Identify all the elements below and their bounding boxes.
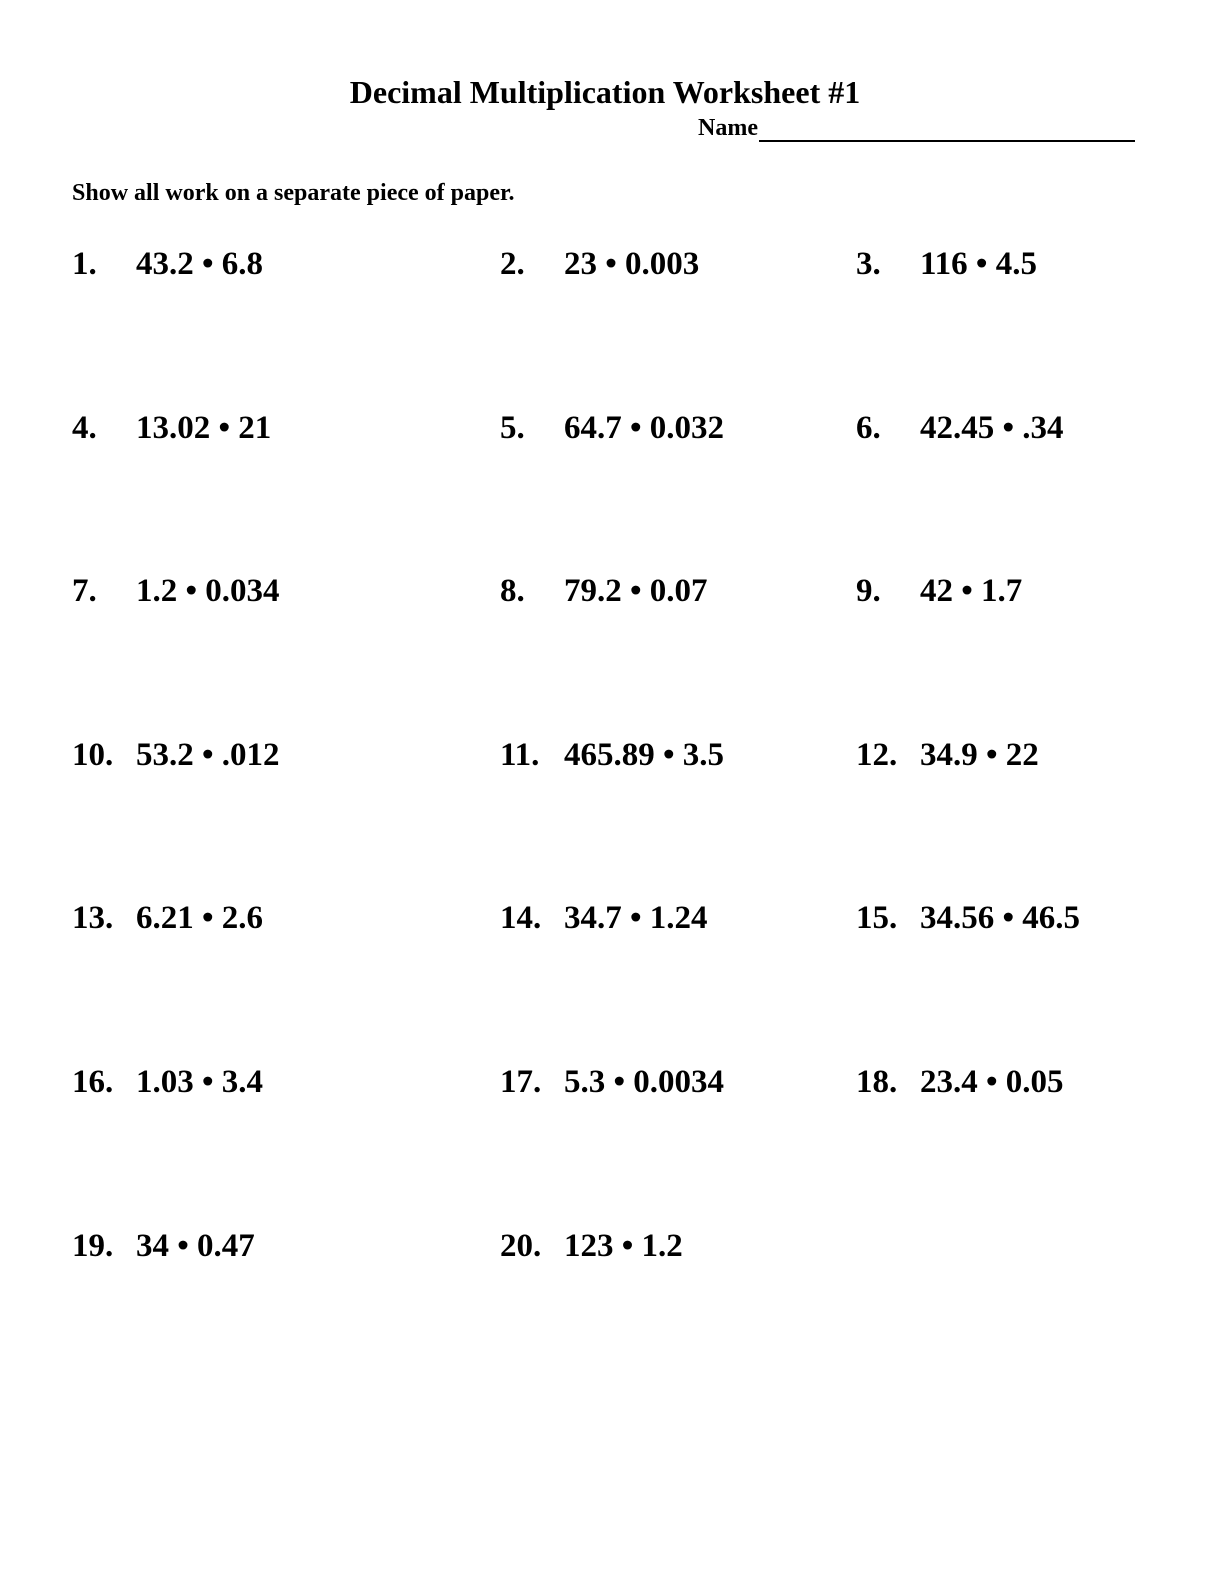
problem-expression: 1.03 • 3.4 xyxy=(136,1064,264,1100)
problem-1 xyxy=(72,244,263,284)
problem-expression: 23.4 • 0.05 xyxy=(920,1064,1064,1100)
worksheet-title: Decimal Multiplication Worksheet #1 xyxy=(349,74,861,110)
problem-12 xyxy=(856,735,1039,775)
problem-expression: 5.3 • 0.0034 xyxy=(564,1064,725,1100)
name-label: Name xyxy=(698,115,758,141)
problem-number: 19. xyxy=(72,1228,114,1264)
problem-number: 9. xyxy=(856,573,881,609)
problem-number: 5. xyxy=(500,410,525,446)
problem-expression: 42.45 • .34 xyxy=(920,410,1064,446)
problem-expression: 1.2 • 0.034 xyxy=(136,573,280,609)
problem-20 xyxy=(500,1226,683,1266)
problem-expression: 79.2 • 0.07 xyxy=(564,573,708,609)
instructions: Show all work on a separate piece of paper. xyxy=(72,180,515,206)
problem-number: 6. xyxy=(856,410,881,446)
problem-number: 11. xyxy=(500,737,540,773)
problem-expression: 42 • 1.7 xyxy=(920,573,1023,609)
problem-number: 20. xyxy=(500,1228,542,1264)
problem-number: 1. xyxy=(72,246,97,282)
problem-5 xyxy=(500,408,724,448)
name-field xyxy=(698,114,1135,142)
problem-expression: 34 • 0.47 xyxy=(136,1228,255,1264)
problem-expression: 34.9 • 22 xyxy=(920,737,1039,773)
problem-number: 17. xyxy=(500,1064,542,1100)
problem-16 xyxy=(72,1062,263,1102)
problem-14 xyxy=(500,898,708,938)
problem-expression: 23 • 0.003 xyxy=(564,246,700,282)
problem-expression: 123 • 1.2 xyxy=(564,1228,683,1264)
problem-number: 3. xyxy=(856,246,881,282)
problem-number: 15. xyxy=(856,900,898,936)
problem-expression: 116 • 4.5 xyxy=(920,246,1037,282)
problem-17 xyxy=(500,1062,724,1102)
problem-expression: 6.21 • 2.6 xyxy=(136,900,264,936)
problem-13 xyxy=(72,898,263,938)
problem-number: 8. xyxy=(500,573,525,609)
problem-expression: 43.2 • 6.8 xyxy=(136,246,264,282)
problem-expression: 13.02 • 21 xyxy=(136,410,272,446)
problem-2 xyxy=(500,244,699,284)
problem-expression: 34.7 • 1.24 xyxy=(564,900,708,936)
problem-15 xyxy=(856,898,1080,938)
problem-4 xyxy=(72,408,271,448)
problem-number: 10. xyxy=(72,737,114,773)
problem-expression: 465.89 • 3.5 xyxy=(564,737,725,773)
problem-3 xyxy=(856,244,1037,284)
problem-10 xyxy=(72,735,280,775)
problem-6 xyxy=(856,408,1064,448)
problem-8 xyxy=(500,571,708,611)
problem-expression: 64.7 • 0.032 xyxy=(564,410,725,446)
name-blank-line[interactable] xyxy=(759,118,1135,142)
problem-19 xyxy=(72,1226,255,1266)
problem-number: 14. xyxy=(500,900,542,936)
problem-18 xyxy=(856,1062,1064,1102)
problem-number: 18. xyxy=(856,1064,898,1100)
problem-number: 4. xyxy=(72,410,97,446)
problem-7 xyxy=(72,571,280,611)
problem-number: 12. xyxy=(856,737,898,773)
problem-9 xyxy=(856,571,1022,611)
problem-11 xyxy=(500,735,724,775)
problem-number: 2. xyxy=(500,246,525,282)
problem-expression: 53.2 • .012 xyxy=(136,737,280,773)
problem-number: 16. xyxy=(72,1064,114,1100)
problem-number: 13. xyxy=(72,900,114,936)
problem-number: 7. xyxy=(72,573,97,609)
problem-expression: 34.56 • 46.5 xyxy=(920,900,1081,936)
